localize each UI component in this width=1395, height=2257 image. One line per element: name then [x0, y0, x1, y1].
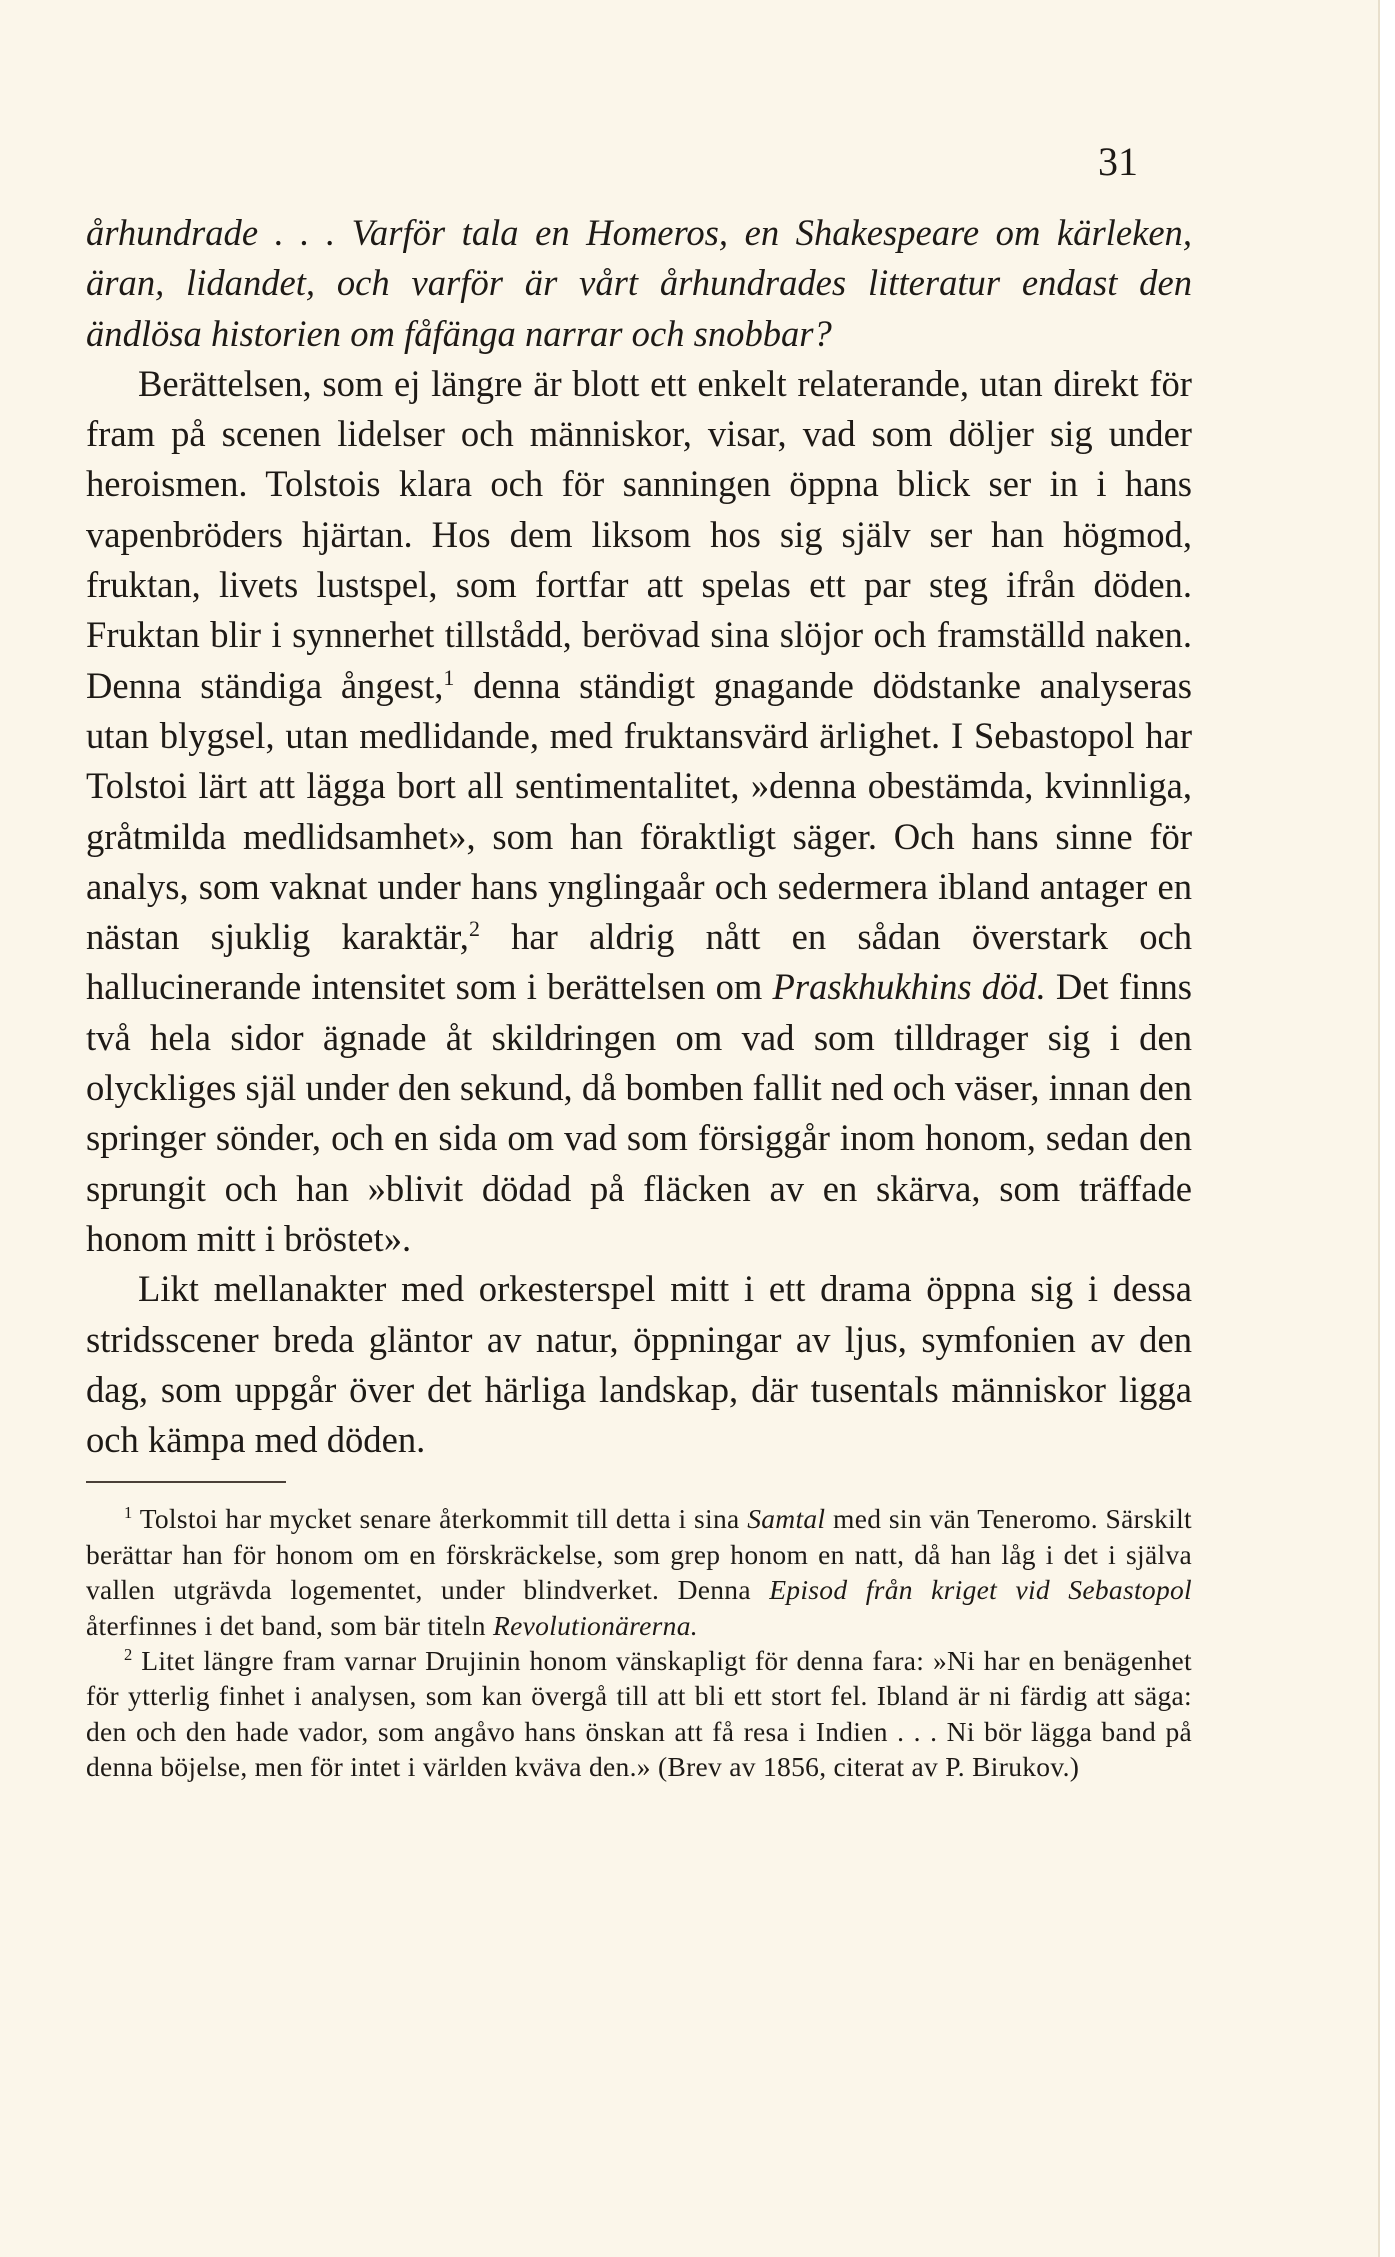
footnote-divider: [86, 1481, 286, 1483]
paragraph-text-a: Berättelsen, som ej längre är blott ett enkelt relaterande, utan direkt för fram på scenen lidelser och människor, visar, vad som döljer sig under heroismen. Tolstois klara och för sanningen öppna blick ser in i hans vapenbröders hjärtan. Hos dem liksom hos sig själv ser han högmod, fruktan, livets lustspel, som fortfar att spelas ett par steg ifrån döden. Fruktan blir i synnerhet tillstådd, berövad sina slöjor och framställd naken. Denna ständiga ångest,: [86, 362, 1192, 706]
footnote-2-text: Litet längre fram varnar Drujinin honom vänskapligt för denna fara: »Ni har en benägenhet för ytterlig finhet i analysen, som kan övergå till att bli ett stort fel. Ibland är ni färdig att säga: den och den hade vador, som angåvo hans önskan att få resa i Indien . . . Ni bör lägga band på denna böjelse, men för intet i världen kväva den.» (Brev av 1856, citerat av P. Birukov.): [86, 1645, 1192, 1783]
intro-quote: århundrade . . . Varför tala en Homeros, en Shakespeare om kärleken, äran, lidandet, och varför är vårt århundrades litteratur endast den ändlösa historien om fåfänga narrar och snobbar?: [86, 212, 1192, 354]
footnote-ref-2: 2: [468, 915, 480, 941]
footnote-1-italic-a: Samtal: [747, 1503, 826, 1535]
footnotes: [86, 1501, 1192, 1784]
paragraph-text-b: denna ständigt gnagande dödstanke analyseras utan blygsel, utan medlidande, med fruktansvärd ärlighet. I Sebastopol har Tolstoi lärt att lägga bort all sentimentalitet, »denna obestämda, kvinnliga, gråtmilda medlidsamhet», som han föraktligt säger. Och hans sinne för analys, som vaknat under hans ynglingaår och sedermera ibland antager en nästan sjuklig karaktär,: [86, 664, 1192, 958]
footnote-1-mark: 1: [124, 1503, 133, 1523]
footnote-1-text-c: återfinnes i det band, som bär titeln: [86, 1609, 493, 1641]
story-title: Praskhukhins död.: [772, 966, 1046, 1008]
footnote-ref-1: 1: [443, 664, 455, 690]
paragraph-text-c: har aldrig nått en sådan överstark och hallucinerande intensitet som i berättelsen om: [86, 916, 1193, 1008]
footnote-1-italic-c: Revolutionärerna.: [492, 1609, 698, 1641]
footnote-1: [86, 1501, 1192, 1643]
footnote-2: [86, 1643, 1192, 1785]
paragraph-narrative: [86, 359, 1192, 1264]
footnote-2-mark: 2: [124, 1644, 133, 1664]
paragraph-text-d: Det finns två hela sidor ägnade åt skildringen om vad som tilldrager sig i den olyckliges själ under den sekund, då bomben fallit ned och väser, innan den springer sönder, och en sida om vad som försiggår inom honom, sedan den sprungit och han »blivit dödad på fläcken av en skärva, som träffade honom mitt i bröstet».: [86, 966, 1192, 1259]
page-text: [86, 208, 1192, 1785]
paragraph-nature: Likt mellanakter med orkesterspel mitt i ett drama öppna sig i dessa stridsscener breda gläntor av natur, öppningar av ljus, symfonien av den dag, som uppgår över det härliga landskap, där tusentals människor ligga och kämpa med döden.: [86, 1268, 1192, 1461]
footnote-1-italic-b: Episod från kriget vid Sebastopol: [769, 1574, 1192, 1606]
footnote-1-text-b: med sin vän Teneromo. Särskilt berättar han för honom om en förskräckelse, som grep honom en natt, då han låg i det i själva vallen utgrävda logementet, under blindverket. Denna: [86, 1503, 1192, 1606]
page-number: 31: [1098, 139, 1138, 184]
footnote-1-text-a: Tolstoi har mycket senare återkommit till detta i sina: [132, 1503, 748, 1535]
scan-margin: [1380, 0, 1395, 2257]
